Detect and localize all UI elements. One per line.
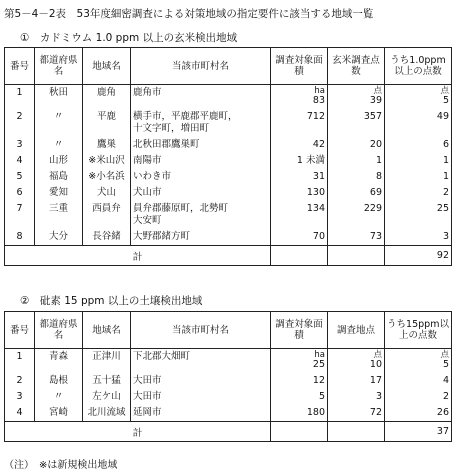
table-row	[5, 153, 452, 169]
row-prefecture	[35, 373, 83, 389]
table-row	[5, 389, 452, 405]
row-prefecture-text: 秋田	[48, 87, 68, 98]
row-area	[271, 389, 328, 405]
row-municipality-text: 大田市	[133, 391, 162, 402]
row-area	[271, 405, 328, 422]
row-over-threshold	[385, 389, 452, 405]
row-number	[5, 229, 35, 246]
row-prefecture	[35, 229, 83, 246]
row-area	[271, 201, 328, 229]
row-region-text: 鹿角	[96, 87, 116, 98]
row-over-threshold-text: 4	[442, 375, 449, 386]
row-over-threshold-text: 25	[436, 203, 449, 214]
row-number	[5, 201, 35, 229]
row-area-text: 25	[312, 359, 325, 370]
header-number: 番号	[5, 48, 35, 85]
row-municipality	[131, 85, 271, 110]
section2-heading: ② 砒素 15 ppm 以上の土壌検出地域	[20, 295, 203, 307]
total-label: 計	[5, 246, 271, 266]
row-municipality	[131, 169, 271, 185]
row-region-text: 左ケ山	[92, 391, 121, 402]
row-region	[83, 109, 131, 137]
row-points-text: 39	[369, 95, 382, 106]
row-region	[83, 349, 131, 374]
row-prefecture-text: 〃	[53, 391, 64, 402]
row-over-threshold-text: 1	[442, 155, 449, 166]
row-number-text: 1	[16, 351, 23, 362]
row-region-text: 鷹巣	[96, 139, 116, 150]
row-region	[83, 137, 131, 153]
row-area-text: 130	[306, 187, 325, 198]
row-over-threshold	[385, 169, 452, 185]
row-prefecture	[35, 85, 83, 110]
row-over-threshold-text: 2	[442, 391, 449, 402]
row-region	[83, 85, 131, 110]
row-prefecture	[35, 169, 83, 185]
row-municipality-text: 南陽市	[133, 155, 162, 166]
row-over-threshold	[385, 153, 452, 169]
row-number-text: 2	[16, 111, 23, 122]
row-number-text: 5	[16, 171, 23, 182]
row-over-threshold-text: 49	[436, 111, 449, 122]
table-row	[5, 185, 452, 201]
row-area-text: 180	[306, 407, 325, 418]
row-region	[83, 405, 131, 422]
row-region-text: 北川流域	[87, 407, 126, 418]
row-over-threshold	[385, 185, 452, 201]
row-area-text: 70	[312, 231, 325, 242]
unit-label: 点	[440, 350, 449, 360]
row-area-text: 1 未満	[296, 155, 325, 166]
footnote: （注） ※は新規検出地域	[4, 460, 118, 471]
row-points-text: 229	[363, 203, 382, 214]
row-region	[83, 169, 131, 185]
row-region-text: 犬山	[96, 187, 116, 198]
row-prefecture-text: 青森	[48, 351, 68, 362]
total-blank	[271, 422, 328, 442]
header-prefecture: 都道府県名	[35, 48, 83, 85]
row-municipality-text: 横手市，平鹿郡平鹿町， 十文字町，増田町	[133, 111, 238, 134]
row-prefecture-text: 愛知	[48, 187, 68, 198]
table-title: 第5－4－2表 53年度細密調査による対策地域の指定要件に該当する地域一覧	[4, 8, 374, 20]
row-prefecture	[35, 405, 83, 422]
row-points	[328, 349, 385, 374]
row-area	[271, 85, 328, 110]
row-region	[83, 229, 131, 246]
row-points	[328, 137, 385, 153]
row-area	[271, 137, 328, 153]
row-prefecture-text: 福島	[48, 171, 68, 182]
row-number	[5, 405, 35, 422]
row-number	[5, 153, 35, 169]
row-municipality	[131, 405, 271, 422]
header-points: 玄米調査点数	[328, 48, 385, 85]
row-number	[5, 349, 35, 374]
row-points-text: 1	[375, 155, 382, 166]
table-row	[5, 349, 452, 374]
total-value: 37	[385, 422, 452, 442]
row-area-text: 12	[312, 375, 325, 386]
row-municipality-text: 下北郡大畑町	[133, 351, 191, 362]
header-area: 調査対象面積	[271, 48, 328, 85]
row-points-text: 72	[369, 407, 382, 418]
table-row	[5, 109, 452, 137]
row-over-threshold	[385, 201, 452, 229]
row-number-text: 4	[16, 407, 23, 418]
table-row	[5, 137, 452, 153]
row-over-threshold-text: 26	[436, 407, 449, 418]
row-number	[5, 185, 35, 201]
row-municipality	[131, 137, 271, 153]
row-points-text: 8	[375, 171, 382, 182]
row-points	[328, 153, 385, 169]
unit-label: 点	[373, 350, 382, 360]
arsenic-table	[4, 311, 452, 442]
row-region-text: 西員弁	[92, 203, 121, 214]
row-over-threshold-text: 1	[442, 171, 449, 182]
row-prefecture	[35, 109, 83, 137]
table-body	[5, 85, 452, 246]
row-number	[5, 109, 35, 137]
row-points	[328, 229, 385, 246]
row-prefecture	[35, 349, 83, 374]
row-municipality	[131, 185, 271, 201]
row-municipality	[131, 349, 271, 374]
row-number	[5, 389, 35, 405]
row-over-threshold	[385, 85, 452, 110]
row-number-text: 7	[16, 203, 23, 214]
header-region: 地域名	[83, 312, 131, 349]
row-municipality-text: 延岡市	[133, 407, 162, 418]
row-municipality	[131, 109, 271, 137]
row-region	[83, 389, 131, 405]
header-over-threshold: うち15ppm以上の点数	[385, 312, 452, 349]
row-municipality	[131, 373, 271, 389]
row-region-text: ※米山沢	[88, 155, 125, 166]
row-area	[271, 185, 328, 201]
header-municipality: 当該市町村名	[131, 312, 271, 349]
row-points-text: 3	[375, 391, 382, 402]
row-points	[328, 169, 385, 185]
row-region	[83, 373, 131, 389]
row-points-text: 73	[369, 231, 382, 242]
row-area-text: 42	[312, 139, 325, 150]
row-municipality-text: 大野郡緒方町	[133, 231, 191, 242]
cadmium-table	[4, 47, 452, 266]
row-points-text: 357	[363, 111, 382, 122]
row-over-threshold	[385, 229, 452, 246]
row-prefecture-text: 宮崎	[48, 407, 68, 418]
row-prefecture-text: 三重	[48, 203, 68, 214]
row-municipality-text: いわき市	[133, 171, 172, 182]
row-municipality-text: 大田市	[133, 375, 162, 386]
row-region	[83, 153, 131, 169]
row-area-text: 5	[318, 391, 325, 402]
row-prefecture-text: 〃	[53, 139, 64, 150]
table-row	[5, 201, 452, 229]
row-over-threshold-text: 6	[442, 139, 449, 150]
header-area: 調査対象面積	[271, 312, 328, 349]
row-area-text: 31	[312, 171, 325, 182]
unit-label: ha	[314, 350, 325, 360]
row-over-threshold	[385, 137, 452, 153]
unit-label: 点	[373, 86, 382, 96]
total-blank	[328, 246, 385, 266]
row-region-text: 長谷緒	[92, 231, 121, 242]
row-over-threshold-text: 5	[442, 359, 449, 370]
row-points-text: 17	[369, 375, 382, 386]
row-number	[5, 373, 35, 389]
row-prefecture-text: 〃	[53, 111, 64, 122]
row-municipality	[131, 229, 271, 246]
row-prefecture	[35, 389, 83, 405]
row-municipality-text: 員弁郡藤原町，北勢町 大安町	[133, 203, 229, 226]
row-points	[328, 373, 385, 389]
row-points-text: 10	[369, 359, 382, 370]
table-row	[5, 85, 452, 110]
row-area-text: 83	[312, 95, 325, 106]
unit-label: ha	[314, 86, 325, 96]
row-over-threshold	[385, 373, 452, 389]
row-municipality-text: 鹿角市	[133, 87, 162, 98]
section1-heading: ① カドミウム 1.0 ppm 以上の玄米検出地域	[20, 32, 238, 44]
row-region	[83, 201, 131, 229]
row-points	[328, 85, 385, 110]
header-over-threshold: うち1.0ppm以上の点数	[385, 48, 452, 85]
row-number-text: 3	[16, 139, 23, 150]
total-blank	[271, 246, 328, 266]
row-area	[271, 229, 328, 246]
row-points	[328, 109, 385, 137]
row-over-threshold	[385, 109, 452, 137]
table-row	[5, 229, 452, 246]
header-points: 調査地点	[328, 312, 385, 349]
row-municipality-text: 北秋田郡鷹巣町	[133, 139, 200, 150]
row-over-threshold	[385, 405, 452, 422]
row-points	[328, 405, 385, 422]
table-body	[5, 349, 452, 422]
row-area-text: 134	[306, 203, 325, 214]
header-number: 番号	[5, 312, 35, 349]
row-over-threshold-text: 3	[442, 231, 449, 242]
row-number-text: 2	[16, 375, 23, 386]
row-municipality	[131, 389, 271, 405]
total-label: 計	[5, 422, 271, 442]
row-over-threshold-text: 5	[442, 95, 449, 106]
row-prefecture-text: 大分	[48, 231, 68, 242]
table-row	[5, 169, 452, 185]
row-municipality	[131, 201, 271, 229]
row-points	[328, 389, 385, 405]
row-prefecture	[35, 137, 83, 153]
row-number-text: 4	[16, 155, 23, 166]
row-prefecture-text: 島根	[48, 375, 68, 386]
row-area	[271, 349, 328, 374]
row-area	[271, 169, 328, 185]
row-region	[83, 185, 131, 201]
header-municipality: 当該市町村名	[131, 48, 271, 85]
row-region-text: ※小名浜	[88, 171, 125, 182]
row-points-text: 20	[369, 139, 382, 150]
row-number-text: 8	[16, 231, 23, 242]
row-region-text: 平鹿	[96, 111, 116, 122]
row-prefecture	[35, 185, 83, 201]
row-region-text: 正津川	[92, 351, 121, 362]
row-municipality	[131, 153, 271, 169]
row-number	[5, 85, 35, 110]
row-municipality-text: 犬山市	[133, 187, 162, 198]
row-area	[271, 373, 328, 389]
row-area-text: 712	[306, 111, 325, 122]
row-region-text: 五十猛	[92, 375, 121, 386]
row-points	[328, 201, 385, 229]
table-row	[5, 373, 452, 389]
total-blank	[328, 422, 385, 442]
row-points-text: 69	[369, 187, 382, 198]
row-prefecture-text: 山形	[48, 155, 68, 166]
row-over-threshold-text: 2	[442, 187, 449, 198]
row-prefecture	[35, 153, 83, 169]
row-area	[271, 153, 328, 169]
row-number-text: 6	[16, 187, 23, 198]
table-row	[5, 405, 452, 422]
row-number	[5, 169, 35, 185]
row-prefecture	[35, 201, 83, 229]
row-over-threshold	[385, 349, 452, 374]
total-value: 92	[385, 246, 452, 266]
row-number-text: 1	[16, 87, 23, 98]
unit-label: 点	[440, 86, 449, 96]
row-area	[271, 109, 328, 137]
row-number	[5, 137, 35, 153]
row-points	[328, 185, 385, 201]
row-number-text: 3	[16, 391, 23, 402]
header-region: 地域名	[83, 48, 131, 85]
header-prefecture: 都道府県名	[35, 312, 83, 349]
